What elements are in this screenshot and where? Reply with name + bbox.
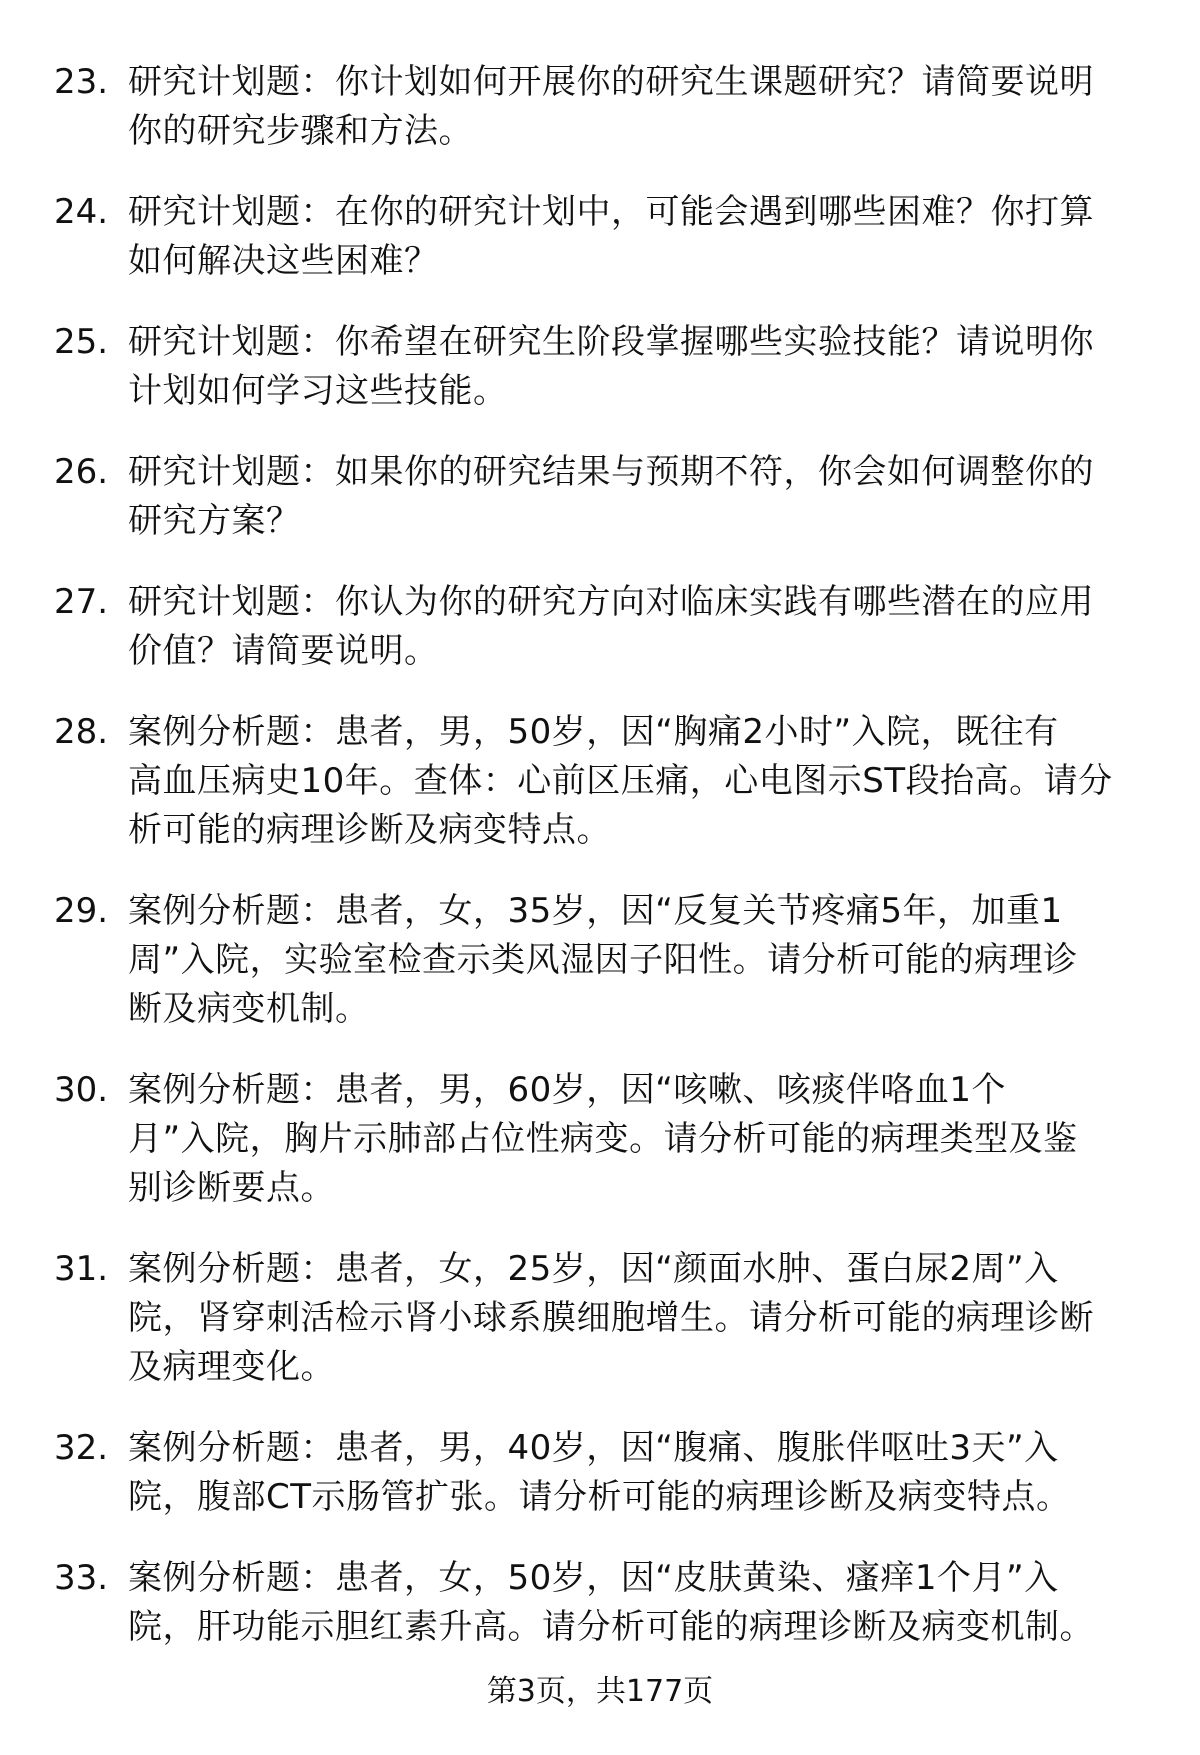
question-text-line: 高血压病史10年。查体：心前区压痛，心电图示ST段抬高。请分 [128, 761, 1113, 801]
question-text [128, 188, 1200, 286]
question-item [0, 318, 1200, 416]
question-item [0, 887, 1200, 1034]
question-item [0, 188, 1200, 286]
question-text [128, 887, 1200, 1034]
question-number: 27. [54, 582, 109, 622]
question-text [128, 58, 1200, 156]
question-item [0, 1245, 1200, 1392]
question-text-line: 如何解决这些困难？ [128, 241, 439, 281]
question-text-line: 计划如何学习这些技能。 [128, 371, 508, 411]
question-number: 28. [54, 712, 109, 752]
question-text [128, 1424, 1200, 1522]
question-list [0, 58, 1200, 1684]
question-text [128, 1554, 1200, 1652]
page-number: 第3页，共177页 [486, 1674, 714, 1709]
question-text-line: 价值？请简要说明。 [128, 631, 439, 671]
question-text-line: 院，腹部CT示肠管扩张。请分析可能的病理诊断及病变特点。 [128, 1477, 1071, 1517]
question-number: 30. [54, 1070, 109, 1110]
question-text [128, 1066, 1200, 1213]
question-text-line: 案例分析题：患者，男，60岁，因“咳嗽、咳痰伴咯血1个 [128, 1070, 1007, 1110]
question-text-line: 案例分析题：患者，女，25岁，因“颜面水肿、蛋白尿2周”入 [128, 1249, 1059, 1289]
question-text-line: 案例分析题：患者，女，35岁，因“反复关节疼痛5年，加重1 [128, 891, 1063, 931]
question-item [0, 1554, 1200, 1652]
question-text-line: 你的研究步骤和方法。 [128, 111, 473, 151]
question-text-line: 断及病变机制。 [128, 989, 370, 1029]
question-item [0, 448, 1200, 546]
question-item [0, 708, 1200, 855]
question-text-line: 研究计划题：你计划如何开展你的研究生课题研究？请简要说明 [128, 62, 1094, 102]
question-text [128, 1245, 1200, 1392]
question-item [0, 1424, 1200, 1522]
question-number: 25. [54, 322, 109, 362]
question-text-line: 研究计划题：在你的研究计划中，可能会遇到哪些困难？你打算 [128, 192, 1094, 232]
question-text-line: 别诊断要点。 [128, 1168, 335, 1208]
question-text-line: 及病理变化。 [128, 1347, 335, 1387]
question-text-line: 研究计划题：你认为你的研究方向对临床实践有哪些潜在的应用 [128, 582, 1094, 622]
question-text-line: 研究方案？ [128, 501, 301, 541]
question-item [0, 1066, 1200, 1213]
question-item [0, 578, 1200, 676]
question-text-line: 周”入院，实验室检查示类风湿因子阳性。请分析可能的病理诊 [128, 940, 1078, 980]
question-text-line: 研究计划题：你希望在研究生阶段掌握哪些实验技能？请说明你 [128, 322, 1094, 362]
question-number: 31. [54, 1249, 109, 1289]
question-number: 26. [54, 452, 109, 492]
question-text-line: 案例分析题：患者，男，50岁，因“胸痛2小时”入院，既往有 [128, 712, 1059, 752]
question-text-line: 析可能的病理诊断及病变特点。 [128, 810, 611, 850]
question-text [128, 708, 1200, 855]
question-text-line: 案例分析题：患者，女，50岁，因“皮肤黄染、瘙痒1个月”入 [128, 1558, 1059, 1598]
question-text [128, 578, 1200, 676]
question-text-line: 案例分析题：患者，男，40岁，因“腹痛、腹胀伴呕吐3天”入 [128, 1428, 1059, 1468]
question-number: 24. [54, 192, 109, 232]
question-text-line: 院，肝功能示胆红素升高。请分析可能的病理诊断及病变机制。 [128, 1607, 1094, 1647]
question-text [128, 448, 1200, 546]
question-text [128, 318, 1200, 416]
question-text-line: 月”入院，胸片示肺部占位性病变。请分析可能的病理类型及鉴 [128, 1119, 1078, 1159]
question-number: 23. [54, 62, 109, 102]
question-number: 32. [54, 1428, 109, 1468]
question-number: 33. [54, 1558, 109, 1598]
question-text-line: 院，肾穿刺活检示肾小球系膜细胞增生。请分析可能的病理诊断 [128, 1298, 1094, 1338]
question-item [0, 58, 1200, 156]
question-number: 29. [54, 891, 109, 931]
question-text-line: 研究计划题：如果你的研究结果与预期不符，你会如何调整你的 [128, 452, 1094, 492]
